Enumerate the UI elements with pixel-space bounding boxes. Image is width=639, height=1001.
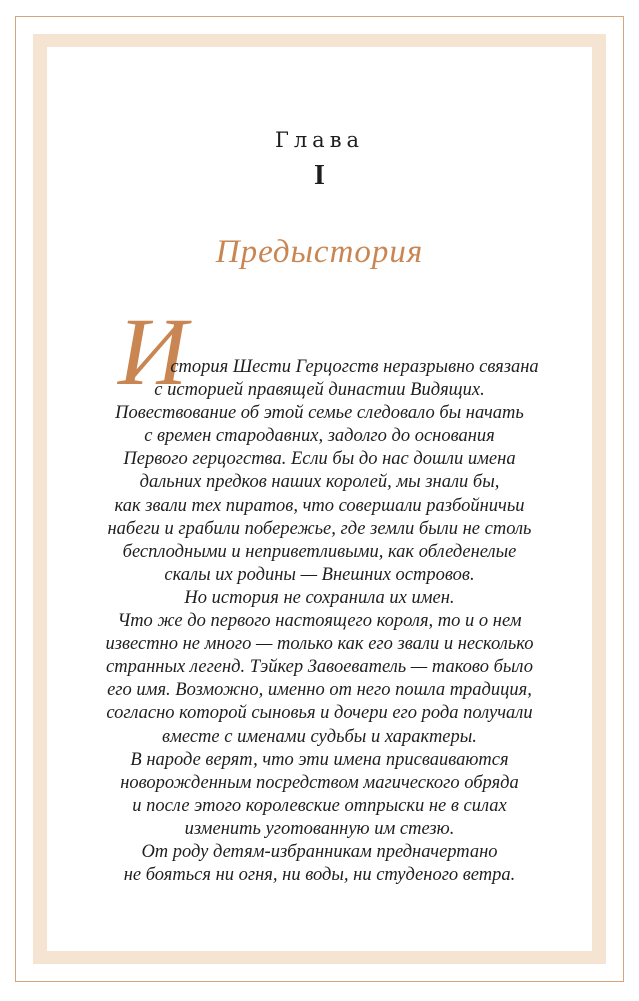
text-line: изменить уготованную им стезю. [184, 818, 455, 839]
drop-cap: И [118, 298, 188, 405]
text-line: скалы их родины — Внешних островов. [164, 564, 475, 585]
text-line: согласно которой сыновья и дочери его рода получали [106, 703, 533, 724]
text-line: вместе с именами судьбы и характеры. [162, 726, 477, 747]
text-line: как звали тех пиратов, что совершали разбойничьи [114, 495, 525, 516]
text-line: его имя. Возможно, именно от него пошла традиция, [107, 680, 532, 701]
text-line: В народе верят, что эти имена присваиваются [130, 749, 509, 770]
text-line: Что же до первого настоящего короля, то и о нем [117, 611, 522, 632]
chapter-title: Предыстория [215, 234, 424, 270]
text-line: и после этого королевские отпрыски не в силах [132, 795, 507, 816]
text-line: с времен стародавних, задолго до основания [144, 426, 495, 447]
text-line: с историей правящей династии Видящих. [154, 380, 485, 401]
text-line: новорожденным посредством магического обряда [120, 772, 519, 793]
text-line: дальних предков наших королей, мы знали бы, [139, 472, 500, 493]
text-line: Первого герцогства. Если бы до нас дошли имена [123, 449, 516, 470]
text-line: стория Шести Герцогств неразрывно связана [170, 357, 539, 377]
chapter-label: Глава [274, 128, 365, 152]
text-line: От роду детям-избранникам предначертано [141, 841, 498, 862]
text-line: странных легенд. Тэйкер Завоеватель — таково было [106, 657, 533, 678]
text-line: бесплодными и неприветливыми, как обледенелые [122, 541, 517, 562]
text-line: известно не много — только как его звали и несколько [105, 634, 534, 655]
chapter-number: I [314, 160, 325, 191]
text-line: набеги и грабили побережье, где земли были не столь [107, 518, 532, 539]
text-line: не бояться ни огня, ни воды, ни студеного ветра. [123, 865, 516, 886]
text-line: Повествование об этой семье следовало бы начать [115, 403, 524, 424]
text-line: Но история не сохранила их имен. [184, 587, 455, 608]
chapter-body-text [98, 356, 541, 887]
